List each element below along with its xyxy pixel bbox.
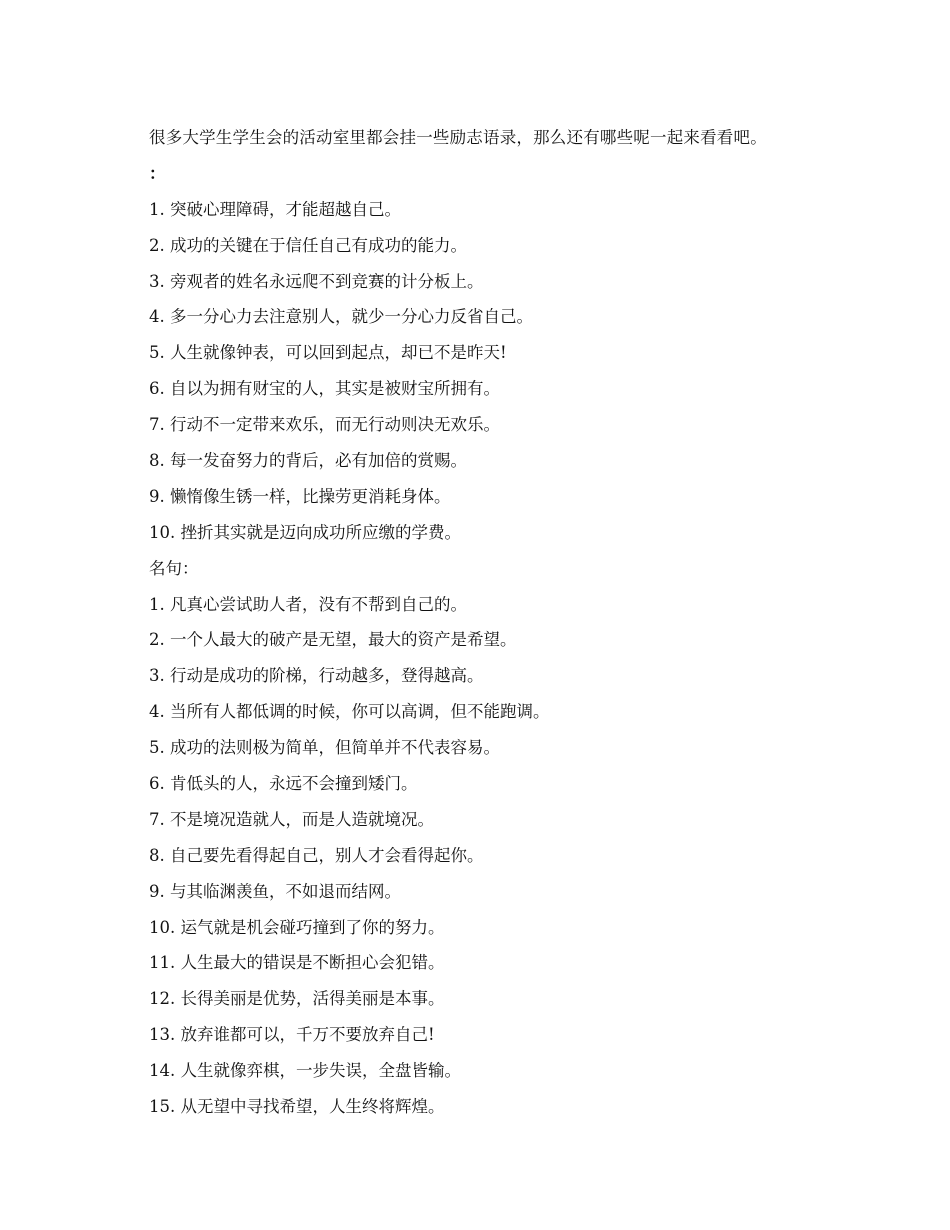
quote-list-2 (149, 587, 869, 1125)
section-heading: 名句： (149, 558, 199, 578)
list-item: 1. 突破心理障碍，才能超越自己。 (149, 199, 401, 219)
list-item: 10. 挫折其实就是迈向成功所应缴的学费。 (149, 522, 461, 542)
intro-paragraph: 很多大学生学生会的活动室里都会挂一些励志语录，那么还有哪些呢一起来看看吧。 (149, 128, 767, 147)
list-item: 10. 运气就是机会碰巧撞到了你的努力。 (149, 917, 445, 937)
list-item: 7. 行动不一定带来欢乐，而无行动则决无欢乐。 (149, 415, 500, 435)
list-item: 5. 成功的法则极为简单，但简单并不代表容易。 (149, 738, 500, 758)
list-item: 4. 多一分心力去注意别人，就少一分心力反省自己。 (149, 307, 533, 327)
document-body (149, 120, 869, 1125)
list-item: 6. 自以为拥有财宝的人，其实是被财宝所拥有。 (149, 379, 500, 399)
quote-list-1 (149, 192, 869, 551)
list-item: 4. 当所有人都低调的时候，你可以高调，但不能跑调。 (149, 702, 550, 722)
list-item: 3. 行动是成功的阶梯，行动越多，登得越高。 (149, 666, 484, 686)
list-item: 3. 旁观者的姓名永远爬不到竞赛的计分板上。 (149, 271, 484, 291)
list-item: 6. 肯低头的人，永远不会撞到矮门。 (149, 774, 418, 794)
list-item: 8. 自己要先看得起自己，别人才会看得起你。 (149, 845, 484, 865)
list-item: 2. 一个人最大的破产是无望，最大的资产是希望。 (149, 630, 517, 650)
list-item: 12. 长得美丽是优势，活得美丽是本事。 (149, 989, 445, 1009)
list-item: 13. 放弃谁都可以，千万不要放弃自己! (149, 1025, 435, 1045)
list-item: 5. 人生就像钟表，可以回到起点，却已不是昨天! (149, 343, 507, 363)
list-item: 14. 人生就像弈棋，一步失误，全盘皆输。 (149, 1061, 461, 1081)
list-item: 8. 每一发奋努力的背后，必有加倍的赏赐。 (149, 451, 467, 471)
list-item: 1. 凡真心尝试助人者，没有不帮到自己的。 (149, 594, 467, 614)
list-item: 7. 不是境况造就人，而是人造就境况。 (149, 809, 434, 829)
list-item: 9. 与其临渊羡鱼，不如退而结网。 (149, 881, 401, 901)
list-item: 11. 人生最大的错误是不断担心会犯错。 (149, 953, 445, 973)
list-item: 9. 懒惰像生锈一样，比操劳更消耗身体。 (149, 486, 451, 506)
colon-line: ： (149, 163, 166, 183)
list-item: 15. 从无望中寻找希望，人生终将辉煌。 (149, 1097, 445, 1117)
list-item: 2. 成功的关键在于信任自己有成功的能力。 (149, 235, 467, 255)
